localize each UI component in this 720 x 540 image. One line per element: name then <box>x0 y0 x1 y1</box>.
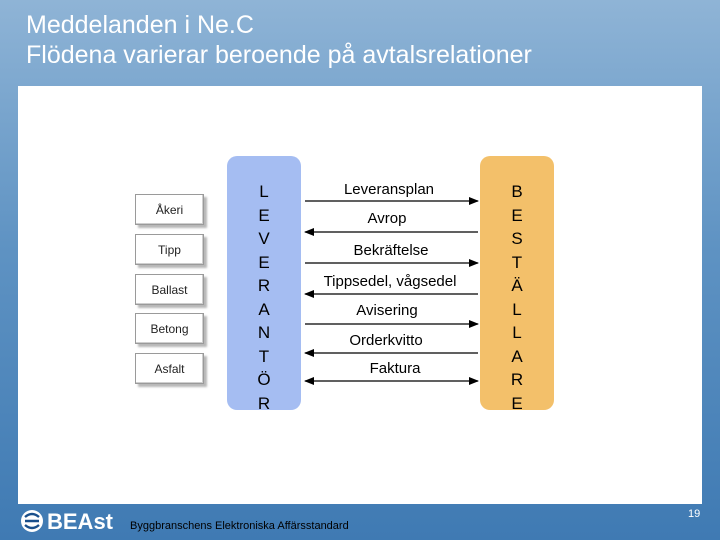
supplier-box-akeri: Åkeri <box>135 194 204 225</box>
flow-label-tippsedel: Tippsedel, vågsedel <box>323 273 457 290</box>
leverantor-letter: E <box>258 205 270 225</box>
leverantor-letter: L <box>259 182 269 201</box>
leverantor-letter: N <box>257 323 271 342</box>
leverantor-letter: Ö <box>257 370 271 389</box>
leverantor-letter: E <box>258 252 270 272</box>
flow-label-leveransplan: Leveransplan <box>343 181 435 198</box>
bestallare-letter: T <box>511 252 523 272</box>
leverantor-letter: R <box>257 276 271 295</box>
flow-label-avisering: Avisering <box>356 302 418 319</box>
leverantor-letter: R <box>257 393 271 413</box>
supplier-box-betong: Betong <box>135 313 204 344</box>
bestallare-letter: Ä <box>511 276 523 295</box>
leverantor-letter: V <box>258 229 270 248</box>
flow-label-orderkvitto: Orderkvitto <box>349 332 423 349</box>
bestallare-letter: A <box>511 346 523 366</box>
footer-text: Byggbranschens Elektroniska Affärsstandard <box>130 520 349 532</box>
leverantor-letter: T <box>258 346 270 366</box>
flow-label-faktura: Faktura <box>369 360 421 377</box>
supplier-box-asfalt: Asfalt <box>135 353 204 384</box>
bestallare-letter: B <box>511 182 523 201</box>
beast-logo <box>20 507 120 533</box>
beast-logo-text: BEAst <box>47 509 114 533</box>
title-line-1: Meddelanden i Ne.C <box>26 11 254 39</box>
bestallare-letter: R <box>510 370 524 389</box>
bestallare-letter: E <box>511 205 523 225</box>
supplier-box-ballast: Ballast <box>135 274 204 305</box>
page-number: 19 <box>688 508 701 520</box>
title-line-2: Flödena varierar beroende på avtalsrelationer <box>26 41 532 69</box>
leverantor-letter: A <box>258 299 270 319</box>
bestallare-letter: E <box>511 393 523 413</box>
flow-label-bekraftelse: Bekräftelse <box>353 242 429 259</box>
bestallare-letter: S <box>511 229 523 248</box>
flow-label-avrop: Avrop <box>367 210 407 227</box>
bestallare-letter: L <box>512 323 522 342</box>
bestallare-letter: L <box>512 299 522 319</box>
supplier-box-tipp: Tipp <box>135 234 204 265</box>
